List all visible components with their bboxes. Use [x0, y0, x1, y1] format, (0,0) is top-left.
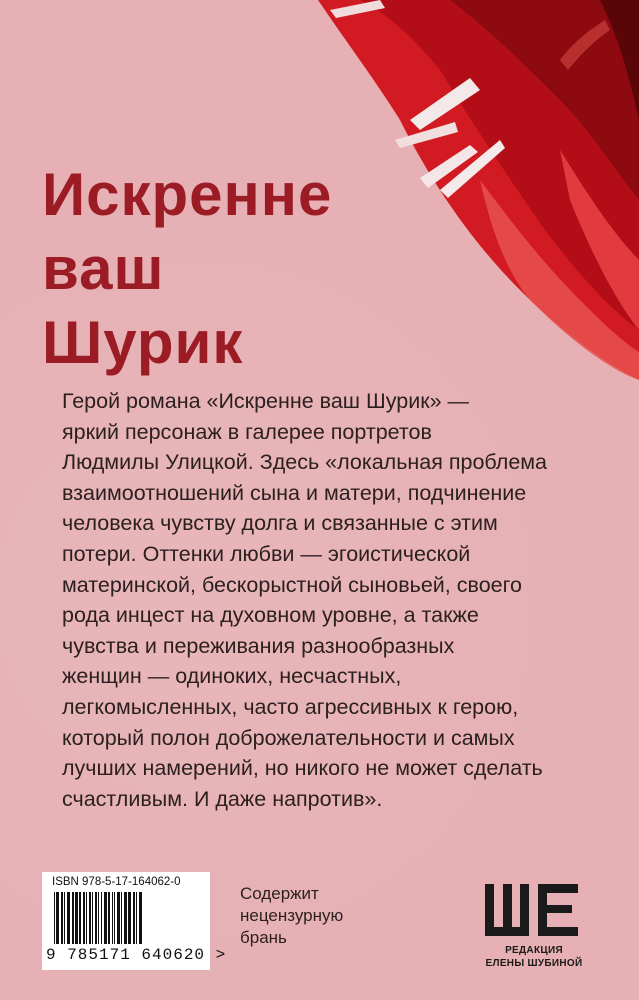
barcode-bar [117, 892, 120, 944]
description-line: счастливым. И даже напротив». [62, 786, 383, 811]
barcode-bar [75, 892, 78, 944]
isbn-barcode [42, 872, 227, 970]
barcode-bar [79, 892, 81, 944]
description-line: потери. Оттенки любви — эгоистической [62, 541, 471, 566]
barcode-bar [86, 892, 87, 944]
barcode-bar [95, 892, 97, 944]
barcode-bars [52, 892, 204, 950]
barcode-bar [104, 892, 107, 944]
book-description [62, 386, 582, 814]
barcode-bar [133, 892, 135, 944]
barcode-bar [128, 892, 131, 944]
warning-line: Содержит [240, 884, 319, 903]
publisher-logo-icon [483, 878, 583, 940]
barcode-bar [112, 892, 113, 944]
description-line: женщин — одиноких, несчастных, [62, 664, 402, 689]
description-line: Герой романа «Искренне ваш Шурик» — [62, 389, 470, 413]
barcode-bar [139, 892, 142, 944]
description-line: чувства и переживания разнообразных [62, 633, 455, 658]
barcode-bar [56, 892, 59, 944]
barcode-bar [61, 892, 63, 944]
barcode-bar [101, 892, 102, 944]
barcode-bar [124, 892, 127, 944]
description-line: материнской, бескорыстной сыновьей, своего [62, 572, 522, 597]
publisher-line: ЕЛЕНЫ ШУБИНОЙ [485, 958, 583, 969]
warning-line: брань [240, 928, 287, 947]
barcode-bar [67, 892, 70, 944]
barcode-bar [108, 892, 110, 944]
content-warning [240, 883, 343, 949]
title-line: Искренне [42, 161, 333, 228]
barcode-bar [114, 892, 115, 944]
barcode-digits: 9 785171 640620 > [46, 946, 227, 964]
barcode-bar [89, 892, 91, 944]
barcode-bar [121, 892, 122, 944]
description-line: Людмилы Улицкой. Здесь «локальная проблема [62, 450, 548, 475]
description-line: яркий персонаж в галерее портретов [62, 419, 432, 444]
barcode-bar [98, 892, 99, 944]
isbn-text: ISBN 978-5-17-164062-0 [52, 876, 181, 888]
title-line: ваш [42, 235, 165, 302]
description-line: лучших намерений, но никого не может сделать [62, 756, 543, 781]
description-line: который полон доброжелательности и самых [62, 725, 515, 750]
book-title [42, 158, 332, 380]
barcode-bar [72, 892, 74, 944]
barcode-bar [136, 892, 137, 944]
description-line: рода инцест на духовном уровне, а также [62, 603, 479, 628]
publisher-name [478, 944, 590, 970]
warning-line: нецензурную [240, 906, 344, 925]
barcode-bar [92, 892, 93, 944]
barcode-bar [64, 892, 65, 944]
description-line: человека чувству долга и связанные с этим [62, 511, 498, 536]
barcode-bar [54, 892, 55, 944]
description-line: взаимоотношений сына и матери, подчинение [62, 480, 527, 505]
publisher-line: РЕДАКЦИЯ [505, 945, 563, 956]
title-line: Шурик [42, 309, 244, 376]
description-line: легкомысленных, часто агрессивных к герою, [62, 694, 519, 719]
barcode-bar [83, 892, 85, 944]
